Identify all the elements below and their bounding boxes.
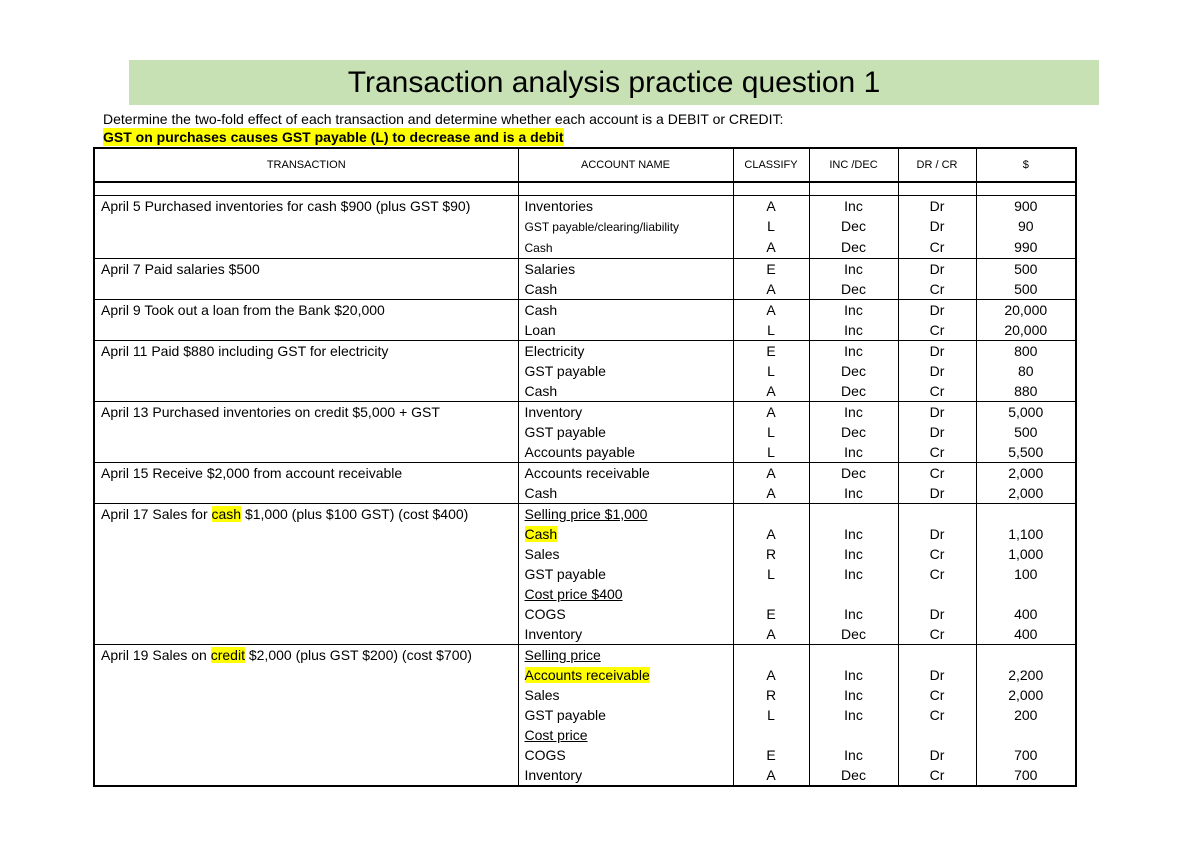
account-name-cell	[518, 685, 733, 705]
dr-cr-cell: Dr	[898, 665, 976, 685]
inc-dec-cell: Inc	[809, 300, 898, 321]
highlighted-keyword: credit	[210, 647, 245, 663]
amount-cell	[976, 504, 1076, 525]
dr-cr-cell: Dr	[898, 402, 976, 423]
amount-cell: 500	[976, 279, 1076, 300]
table-row	[94, 645, 1076, 666]
dr-cr-cell: Dr	[898, 604, 976, 624]
account-name-cell	[518, 402, 733, 423]
account-name: GST payable	[524, 566, 606, 582]
inc-dec-cell: Inc	[809, 524, 898, 544]
amount-cell: 990	[976, 237, 1076, 259]
account-name: COGS	[524, 606, 566, 622]
transaction-title: April 5 Purchased inventories for cash $900 (plus GST $90)	[101, 198, 471, 214]
dr-cr-cell: Dr	[898, 745, 976, 765]
classify-cell: R	[733, 544, 809, 564]
classify-cell: A	[733, 463, 809, 484]
account-name: GST payable/clearing/liability	[524, 220, 680, 234]
account-name-cell	[518, 320, 733, 341]
account-name: Accounts payable	[524, 444, 636, 460]
transaction-table	[93, 147, 1077, 787]
account-name: Loan	[524, 322, 556, 338]
inc-dec-cell: Inc	[809, 745, 898, 765]
account-name-cell	[518, 765, 733, 786]
amount-cell: 5,500	[976, 442, 1076, 463]
amount-cell: 2,200	[976, 665, 1076, 685]
dr-cr-cell: Cr	[898, 381, 976, 402]
inc-dec-cell: Dec	[809, 765, 898, 786]
amount-cell: 2,000	[976, 483, 1076, 504]
classify-cell: E	[733, 745, 809, 765]
account-name: Selling price	[524, 647, 601, 663]
account-name: Cost price	[524, 727, 588, 743]
dr-cr-cell: Cr	[898, 765, 976, 786]
account-name-cell	[518, 725, 733, 745]
inc-dec-cell: Dec	[809, 624, 898, 645]
classify-cell: A	[733, 524, 809, 544]
inc-dec-cell: Dec	[809, 237, 898, 259]
dr-cr-cell: Dr	[898, 341, 976, 362]
account-name-cell	[518, 504, 733, 525]
account-name: Electricity	[524, 343, 585, 359]
inc-dec-cell: Dec	[809, 216, 898, 237]
classify-cell	[733, 645, 809, 666]
inc-dec-cell: Dec	[809, 279, 898, 300]
amount-cell: 400	[976, 604, 1076, 624]
transaction-group	[94, 504, 1076, 645]
amount-cell	[976, 725, 1076, 745]
transaction-title-part: April 19 Sales on	[101, 647, 211, 663]
dr-cr-cell: Cr	[898, 544, 976, 564]
amount-cell: 2,000	[976, 463, 1076, 484]
highlighted-keyword: cash	[211, 506, 242, 522]
inc-dec-cell: Inc	[809, 341, 898, 362]
dr-cr-cell: Cr	[898, 442, 976, 463]
inc-dec-cell: Inc	[809, 544, 898, 564]
header-transaction: TRANSACTION	[94, 148, 518, 182]
amount-cell: 20,000	[976, 320, 1076, 341]
amount-cell: 800	[976, 341, 1076, 362]
amount-cell: 20,000	[976, 300, 1076, 321]
amount-cell	[976, 584, 1076, 604]
amount-cell: 200	[976, 705, 1076, 725]
dr-cr-cell	[898, 725, 976, 745]
transaction-title: April 13 Purchased inventories on credit $5,000 + GST	[101, 404, 440, 420]
classify-cell: A	[733, 300, 809, 321]
table-row	[94, 196, 1076, 217]
inc-dec-cell: Inc	[809, 259, 898, 280]
table-row	[94, 463, 1076, 484]
account-name-cell	[518, 300, 733, 321]
account-name-cell	[518, 196, 733, 217]
inc-dec-cell: Dec	[809, 422, 898, 442]
table-row	[94, 300, 1076, 321]
dr-cr-cell: Dr	[898, 483, 976, 504]
amount-cell: 700	[976, 745, 1076, 765]
header-classify: CLASSIFY	[733, 148, 809, 182]
amount-cell: 5,000	[976, 402, 1076, 423]
dr-cr-cell: Dr	[898, 524, 976, 544]
transaction-group	[94, 645, 1076, 787]
dr-cr-cell: Cr	[898, 237, 976, 259]
account-name-cell	[518, 564, 733, 584]
inc-dec-cell: Dec	[809, 463, 898, 484]
account-name: Selling price $1,000	[524, 506, 648, 522]
amount-cell: 100	[976, 564, 1076, 584]
account-name-cell	[518, 544, 733, 564]
classify-cell: R	[733, 685, 809, 705]
dr-cr-cell: Dr	[898, 361, 976, 381]
classify-cell: E	[733, 341, 809, 362]
account-name: Cash	[524, 383, 558, 399]
account-name-cell	[518, 463, 733, 484]
account-name-cell	[518, 216, 733, 237]
transaction-title: April 15 Receive $2,000 from account receivable	[101, 465, 403, 481]
dr-cr-cell	[898, 584, 976, 604]
transaction-description	[94, 504, 518, 645]
gst-note: GST on purchases causes GST payable (L) to decrease and is a debit	[103, 129, 564, 145]
account-name: Sales	[524, 546, 560, 562]
account-name: Salaries	[524, 261, 576, 277]
transaction-group	[94, 259, 1076, 300]
account-name-cell	[518, 524, 733, 544]
amount-cell: 2,000	[976, 685, 1076, 705]
account-name-cell	[518, 361, 733, 381]
amount-cell: 900	[976, 196, 1076, 217]
inc-dec-cell: Inc	[809, 442, 898, 463]
account-name: GST payable	[524, 707, 606, 723]
transaction-description	[94, 300, 518, 341]
inc-dec-cell: Inc	[809, 483, 898, 504]
transaction-title-part: $1,000 (plus $100 GST) (cost $400)	[241, 506, 469, 522]
account-name: Inventory	[524, 626, 583, 642]
account-name-cell	[518, 483, 733, 504]
inc-dec-cell	[809, 584, 898, 604]
transaction-description	[94, 259, 518, 300]
classify-cell: E	[733, 259, 809, 280]
account-name: Cash	[524, 526, 558, 542]
transaction-group	[94, 402, 1076, 463]
classify-cell: L	[733, 705, 809, 725]
account-name: COGS	[524, 747, 566, 763]
classify-cell: L	[733, 422, 809, 442]
classify-cell: A	[733, 402, 809, 423]
account-name-cell	[518, 259, 733, 280]
inc-dec-cell: Inc	[809, 402, 898, 423]
classify-cell: A	[733, 237, 809, 259]
table-row	[94, 504, 1076, 525]
instructions-text: Determine the two-fold effect of each transaction and determine whether each account is a DEBIT or CREDIT:	[103, 111, 784, 127]
transaction-title-part: $2,000 (plus GST $200) (cost $700)	[244, 647, 472, 663]
dr-cr-cell: Dr	[898, 216, 976, 237]
transaction-title-part: April 17 Sales for	[101, 506, 212, 522]
account-name-cell	[518, 381, 733, 402]
transaction-group	[94, 196, 1076, 259]
transaction-title: April 7 Paid salaries $500	[101, 261, 260, 277]
inc-dec-cell: Dec	[809, 361, 898, 381]
classify-cell: A	[733, 665, 809, 685]
inc-dec-cell: Inc	[809, 705, 898, 725]
amount-cell: 400	[976, 624, 1076, 645]
classify-cell: A	[733, 196, 809, 217]
account-name-cell	[518, 645, 733, 666]
page-title: Transaction analysis practice question 1	[347, 65, 881, 99]
transaction-description	[94, 196, 518, 259]
account-name-cell	[518, 745, 733, 765]
inc-dec-cell: Inc	[809, 196, 898, 217]
inc-dec-cell	[809, 725, 898, 745]
dr-cr-cell: Dr	[898, 300, 976, 321]
inc-dec-cell	[809, 645, 898, 666]
amount-cell: 700	[976, 765, 1076, 786]
transaction-group	[94, 300, 1076, 341]
classify-cell: A	[733, 381, 809, 402]
inc-dec-cell: Inc	[809, 685, 898, 705]
amount-cell: 1,100	[976, 524, 1076, 544]
inc-dec-cell: Inc	[809, 665, 898, 685]
classify-cell: L	[733, 564, 809, 584]
inc-dec-cell: Dec	[809, 381, 898, 402]
table-header-row	[94, 148, 1076, 182]
amount-cell: 880	[976, 381, 1076, 402]
inc-dec-cell: Inc	[809, 564, 898, 584]
dr-cr-cell	[898, 645, 976, 666]
transaction-description	[94, 645, 518, 787]
dr-cr-cell: Dr	[898, 422, 976, 442]
transaction-title: April 11 Paid $880 including GST for electricity	[101, 343, 389, 359]
dr-cr-cell: Cr	[898, 685, 976, 705]
transaction-description	[94, 341, 518, 402]
account-name: Accounts receivable	[524, 667, 650, 683]
title-banner	[129, 60, 1099, 105]
account-name: Cash	[524, 281, 558, 297]
amount-cell: 80	[976, 361, 1076, 381]
dr-cr-cell: Cr	[898, 624, 976, 645]
table-row	[94, 259, 1076, 280]
transaction-group	[94, 463, 1076, 504]
account-name: GST payable	[524, 363, 606, 379]
transaction-description	[94, 402, 518, 463]
account-name-cell	[518, 665, 733, 685]
classify-cell: L	[733, 442, 809, 463]
amount-cell: 1,000	[976, 544, 1076, 564]
inc-dec-cell: Inc	[809, 320, 898, 341]
classify-cell	[733, 725, 809, 745]
classify-cell: L	[733, 216, 809, 237]
dr-cr-cell	[898, 504, 976, 525]
inc-dec-cell	[809, 504, 898, 525]
header-amount: $	[976, 148, 1076, 182]
dr-cr-cell: Dr	[898, 196, 976, 217]
table-row	[94, 341, 1076, 362]
classify-cell: A	[733, 765, 809, 786]
account-name-cell	[518, 624, 733, 645]
table-row	[94, 402, 1076, 423]
account-name-cell	[518, 705, 733, 725]
amount-cell	[976, 645, 1076, 666]
amount-cell: 500	[976, 259, 1076, 280]
account-name: Cost price $400	[524, 586, 623, 602]
classify-cell	[733, 584, 809, 604]
amount-cell: 500	[976, 422, 1076, 442]
account-name-cell	[518, 279, 733, 300]
dr-cr-cell: Cr	[898, 279, 976, 300]
account-name: Cash	[524, 241, 553, 255]
account-name: Inventory	[524, 404, 583, 420]
dr-cr-cell: Cr	[898, 463, 976, 484]
dr-cr-cell: Dr	[898, 259, 976, 280]
account-name: GST payable	[524, 424, 606, 440]
inc-dec-cell: Inc	[809, 604, 898, 624]
transaction-group	[94, 341, 1076, 402]
account-name-cell	[518, 442, 733, 463]
classify-cell: E	[733, 604, 809, 624]
account-name: Inventories	[524, 198, 593, 214]
account-name: Inventory	[524, 767, 583, 783]
classify-cell: A	[733, 624, 809, 645]
account-name-cell	[518, 341, 733, 362]
classify-cell: A	[733, 279, 809, 300]
dr-cr-cell: Cr	[898, 705, 976, 725]
classify-cell: L	[733, 320, 809, 341]
amount-cell: 90	[976, 216, 1076, 237]
transaction-description	[94, 463, 518, 504]
account-name-cell	[518, 604, 733, 624]
header-account-name: ACCOUNT NAME	[518, 148, 733, 182]
account-name: Cash	[524, 302, 558, 318]
transaction-title: April 9 Took out a loan from the Bank $20,000	[101, 302, 385, 318]
header-inc-dec: INC /DEC	[809, 148, 898, 182]
account-name: Sales	[524, 687, 560, 703]
account-name-cell	[518, 237, 733, 259]
account-name: Accounts receivable	[524, 465, 650, 481]
classify-cell	[733, 504, 809, 525]
classify-cell: L	[733, 361, 809, 381]
account-name: Cash	[524, 485, 558, 501]
classify-cell: A	[733, 483, 809, 504]
header-dr-cr: DR / CR	[898, 148, 976, 182]
dr-cr-cell: Cr	[898, 320, 976, 341]
account-name-cell	[518, 422, 733, 442]
dr-cr-cell: Cr	[898, 564, 976, 584]
account-name-cell	[518, 584, 733, 604]
